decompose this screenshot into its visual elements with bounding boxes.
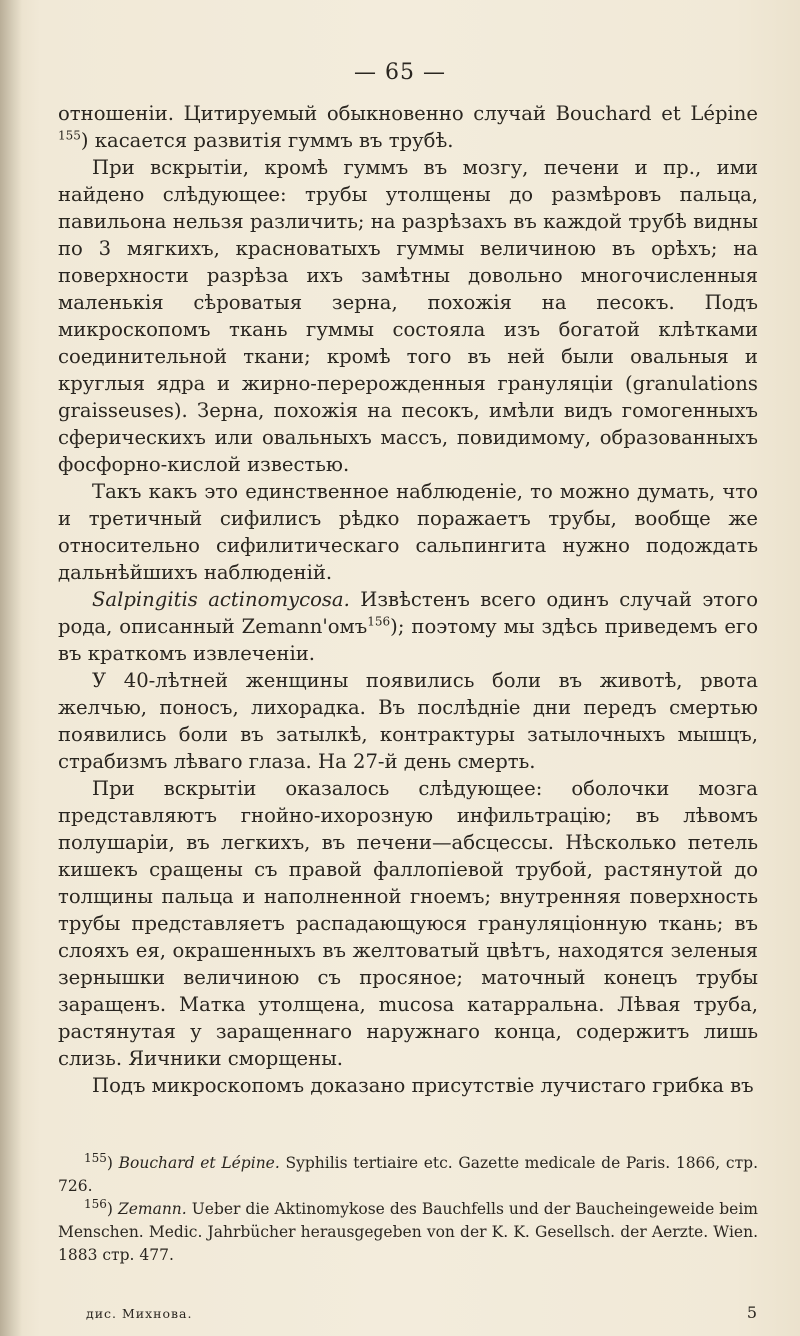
- page-number: — 65 —: [354, 60, 446, 85]
- paragraph-7: Подъ микроскопомъ доказано присутствіе лучистаго грибка въ: [92, 1074, 754, 1097]
- footnotes: [58, 1152, 758, 1267]
- paragraph-3: Такъ какъ это единственное наблюденіе, то можно думать, что и третичный сифилисъ рѣдко поражаетъ трубы, вообще же относительно сифилитическаго сальпингита нужно подождать дальнѣйшихъ наблюденій.: [58, 480, 758, 584]
- paragraph-2: При вскрытіи, кромѣ гуммъ въ мозгу, печени и пр., ими найдено слѣдующее: трубы утолщены до размѣровъ пальца, павильона нельзя различить; на разрѣзахъ въ каждой трубѣ видны по 3 мягкихъ, красноватыхъ гуммы величиною въ орѣхъ; на поверхности разрѣза ихъ замѣтны довольно многочисленныя маленькія сѣроватыя зерна, похожія на песокъ. Подъ микроскопомъ ткань гуммы состояла изъ богатой клѣтками соединительной ткани; кромѣ того въ ней были овальныя и круглыя ядра и жирно-перерожденныя грануляціи (granulations graisseuses). Зерна, похожія на песокъ, имѣли видъ гомогенныхъ сферическихъ или овальныхъ массъ, повидимому, образованныхъ фосфорно-кислой известью.: [58, 156, 758, 476]
- footnote-ref-155: 155: [58, 128, 81, 143]
- main-text: [58, 100, 758, 1099]
- paragraph-6: При вскрытіи оказалось слѣдующее: оболочки мозга представляютъ гнойно-ихорозную инфильтрацію; въ лѣвомъ полушаріи, въ легкихъ, въ печени—абсцессы. Нѣсколько петель кишекъ сращены съ правой фаллопіевой трубой, растянутой до толщины пальца и наполненной гноемъ; внутренняя поверхность трубы представляетъ распадающуюся грануляціонную ткань; въ слояхъ ея, окрашенныхъ въ желтоватый цвѣтъ, находятся зеленыя зернышки величиною съ просяное; маточный конецъ трубы заращенъ. Матка утолщена, mucosa катарральна. Лѣвая труба, растянутая у заращеннаго наружнаго конца, содержитъ лишь слизь. Яичники сморщены.: [58, 777, 758, 1070]
- paragraph-5: У 40-лѣтней женщины появились боли въ животѣ, рвота желчью, поносъ, лихорадка. Въ послѣдніе дни передъ смертью появились боли въ затылкѣ, контрактуры затылочныхъ мышцъ, страбизмъ лѣваго глаза. На 27-й день смерть.: [58, 669, 758, 773]
- paragraph-1: отношеніи. Цитируемый обыкновенно случай Bouchard et Lépine $^{155}$) касается развитія гуммъ въ трубѣ.: [58, 102, 758, 152]
- book-spine-shadow: [0, 0, 22, 1336]
- section-title: Salpingitis actinomycosa.: [92, 588, 350, 611]
- paragraph-4: Salpingitis actinomycosa. Извѣстенъ всего одинъ случай этого рода, описанный Zemann'омъ$^{156}$); поэтому мы здѣсь приведемъ его въ краткомъ извлеченіи.: [58, 588, 758, 665]
- page-footer: [86, 1303, 758, 1322]
- dissertation-label: дис. Михнова.: [86, 1306, 193, 1321]
- footnote-155: $^{155}$) Bouchard et Lépine. Syphilis tertiaire etc. Gazette medicale de Paris. 1866, стр. 726.: [58, 1150, 758, 1195]
- citation-authors: Bouchard et Lépine: [555, 102, 758, 125]
- footnote-ref-156: 156: [367, 614, 391, 629]
- footnote-156: $^{156}$) Zemann. Ueber die Aktinomykose des Bauchfells und der Baucheingeweide beim Menschen. Medic. Jahrbücher herausgegeben von der K. K. Gesellsch. der Aerzte. Wien. 1883 стр. 477.: [58, 1196, 758, 1264]
- signature-mark: 5: [746, 1303, 758, 1322]
